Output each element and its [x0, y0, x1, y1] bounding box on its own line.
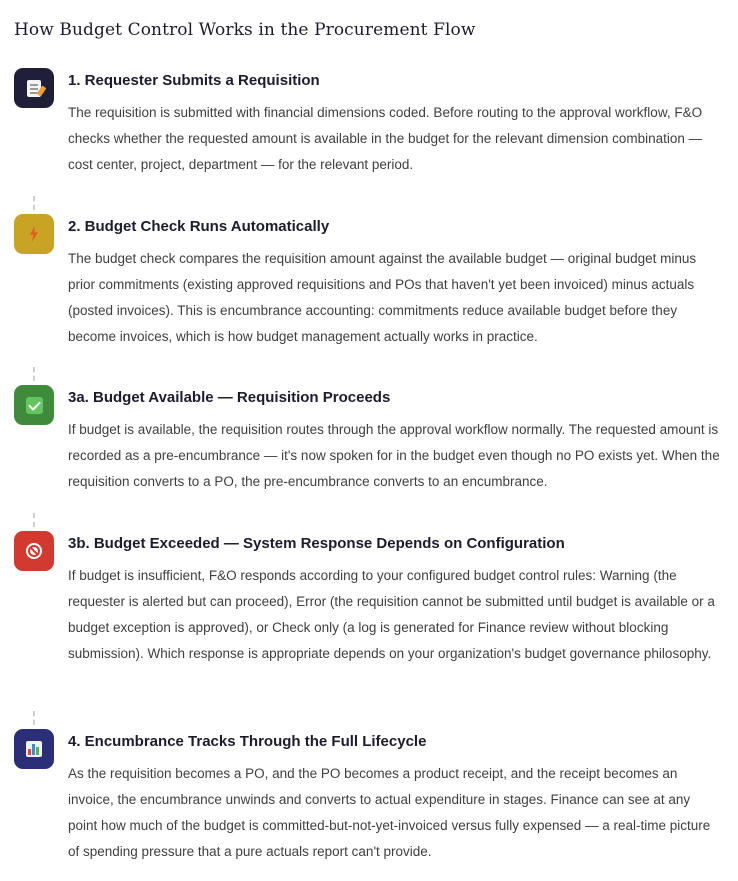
step-description: The budget check compares the requisition amount against the available budget — original budget minus prior commitments (existing approved requisitions and POs that haven't yet been invoiced) minus actuals (posted invoices). This is encumbrance accounting: commitments reduce available budget before they become invoices, which is how budget management actually works in practice.: [68, 251, 697, 344]
document-pencil-icon: [14, 68, 54, 108]
step-description: If budget is available, the requisition routes through the approval workflow normally. The requested amount is recorded as a pre-encumbrance — it's now spoken for in the budget even though no PO exists yet. When the requisition converts to a PO, the pre-encumbrance converts to an encumbrance.: [68, 422, 720, 489]
lightning-icon: [14, 214, 54, 254]
step-description: The requisition is submitted with financial dimensions coded. Before routing to the approval workflow, F&O checks whether the requested amount is available in the budget for the relevant dimension combination — cost center, project, department — for the relevant period.: [68, 105, 703, 172]
check-mark-icon: [14, 385, 54, 425]
step-description: As the requisition becomes a PO, and the PO becomes a product receipt, and the receipt becomes an invoice, the encumbrance unwinds and converts to actual expenditure in stages. Finance can see at any point how much of the budget is committed-but-not-yet-invoiced versus fully expensed — a real-time picture of spending pressure that a pure actuals report can't provide.: [68, 766, 711, 859]
page-title: How Budget Control Works in the Procurement Flow: [14, 20, 476, 40]
bar-chart-icon: [14, 729, 54, 769]
step-connector: [33, 711, 35, 725]
step-connector: [33, 513, 35, 527]
step-connector: [33, 196, 35, 210]
step-title: 1. Requester Submits a Requisition: [68, 72, 320, 89]
no-entry-icon: [14, 531, 54, 571]
step-connector: [33, 367, 35, 381]
step-title: 4. Encumbrance Tracks Through the Full Lifecycle: [68, 733, 427, 750]
step-title: 2. Budget Check Runs Automatically: [68, 218, 330, 235]
step-title: 3b. Budget Exceeded — System Response Depends on Configuration: [68, 535, 565, 552]
step-title: 3a. Budget Available — Requisition Proceeds: [68, 389, 391, 406]
step-description: If budget is insufficient, F&O responds according to your configured budget control rules: Warning (the requester is alerted but can proceed), Error (the requisition cannot be submitted until budget is available or a budget exception is approved), or Check only (a log is generated for Finance review without blocking submission). Which response is appropriate depends on your organization's budget governance philosophy.: [68, 568, 715, 661]
